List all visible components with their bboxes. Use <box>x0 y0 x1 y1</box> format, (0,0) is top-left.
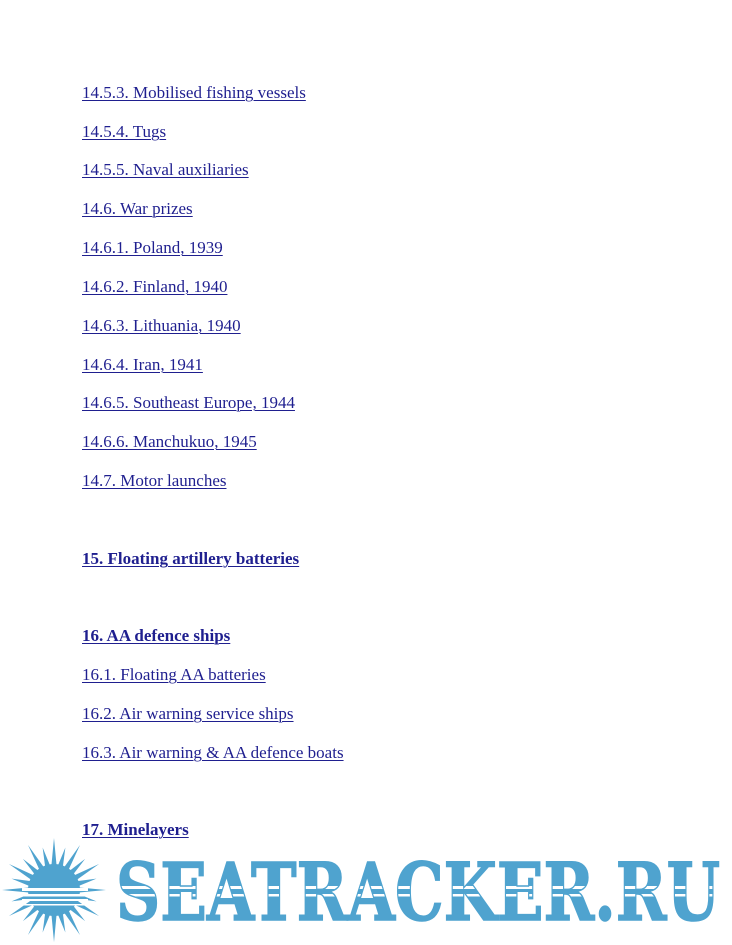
toc-link[interactable]: 14.5.3. Mobilised fishing vessels <box>82 83 306 102</box>
toc-heading-link[interactable]: 16. AA defence ships <box>82 626 231 645</box>
toc-link[interactable]: 14.6.1. Poland, 1939 <box>82 238 223 257</box>
toc-link[interactable]: 14.6. War prizes <box>82 199 193 218</box>
toc-link[interactable]: 16.1. Floating AA batteries <box>82 665 266 684</box>
toc-link[interactable]: 14.6.6. Manchukuo, 1945 <box>82 432 257 451</box>
toc-link[interactable]: 16.2. Air warning service ships <box>82 704 294 723</box>
sun-ray <box>51 914 56 942</box>
toc-link[interactable]: 14.5.4. Tugs <box>82 122 167 141</box>
sun-ray <box>51 838 56 866</box>
toc-heading-link[interactable]: 15. Floating artillery batteries <box>82 549 300 568</box>
toc-link[interactable]: 14.6.5. Southeast Europe, 1944 <box>82 393 295 412</box>
toc-link[interactable]: 14.5.5. Naval auxiliaries <box>82 160 249 179</box>
toc-link[interactable]: 14.7. Motor launches <box>82 471 227 490</box>
toc-link[interactable]: 14.6.2. Finland, 1940 <box>82 277 228 296</box>
toc-link[interactable]: 14.6.3. Lithuania, 1940 <box>82 316 241 335</box>
toc-link[interactable]: 16.3. Air warning & AA defence boats <box>82 743 344 762</box>
toc-heading-link[interactable]: 17. Minelayers <box>82 820 189 839</box>
svg-text:SEATRACKER.RU: SEATRACKER.RU <box>116 848 720 928</box>
watermark-text <box>112 848 724 928</box>
seatracker-watermark <box>0 838 732 945</box>
toc-link[interactable]: 14.6.4. Iran, 1941 <box>82 355 203 374</box>
sun-logo-icon <box>0 838 110 945</box>
